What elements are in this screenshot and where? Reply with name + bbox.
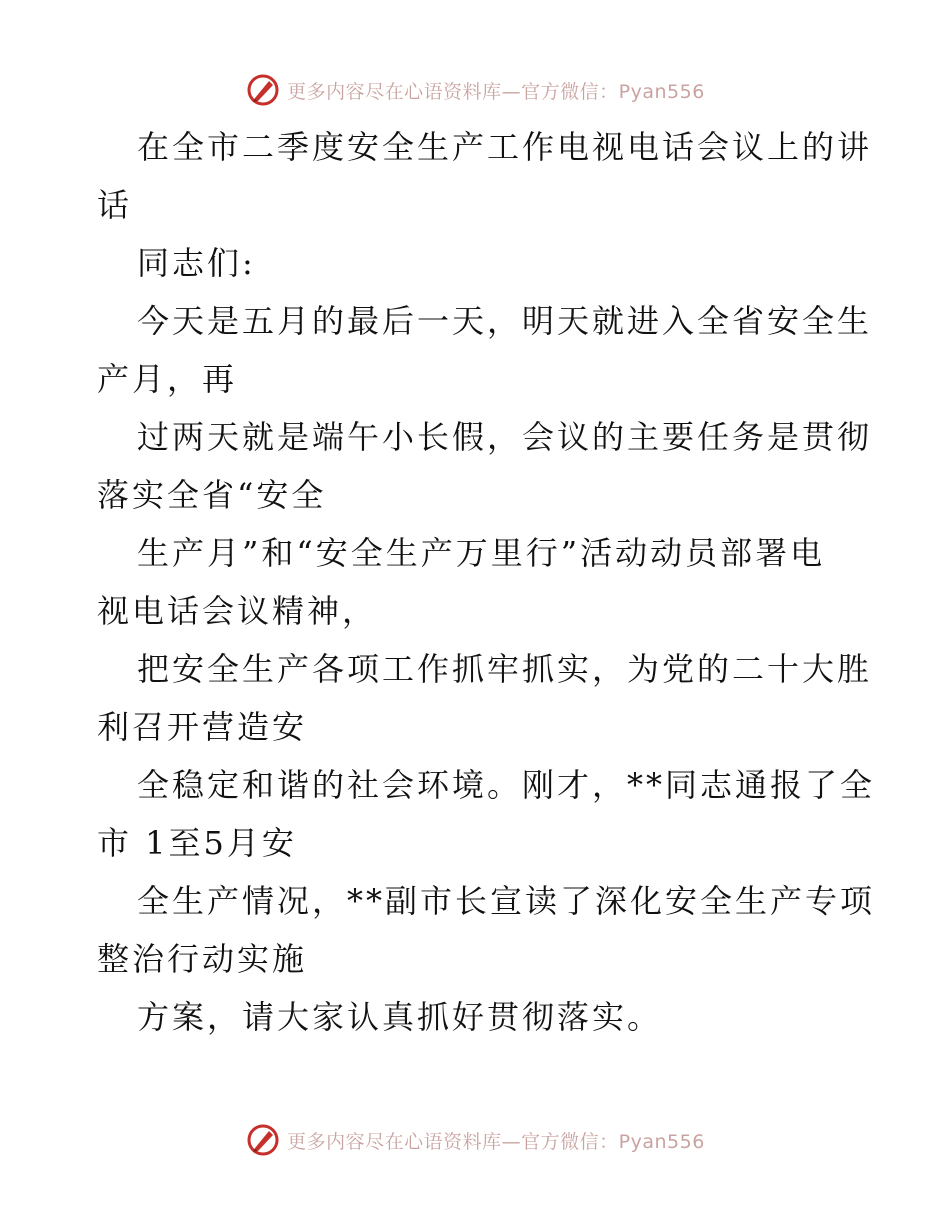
pen-nib-logo-icon	[245, 1122, 281, 1158]
footer-watermark	[0, 1120, 950, 1160]
text-line: 市 1至5月安	[97, 824, 297, 862]
text-line: 在全市二季度安全生产工作电视电话会议上的讲	[137, 128, 873, 166]
watermark-text: 更多内容尽在心语资料库—官方微信：Pyan556	[287, 80, 705, 103]
text-line: 全生产情况，**副市长宣读了深化安全生产专项	[137, 882, 876, 920]
text-line: 同志们:	[137, 244, 256, 282]
text-line: 视电话会议精神，	[97, 592, 378, 630]
text-line: 利召开营造安	[97, 708, 308, 746]
text-line: 整治行动实施	[97, 940, 308, 978]
document-body	[97, 118, 876, 1046]
text-line: 产月，再	[97, 360, 238, 398]
text-line: 把安全生产各项工作抓牢抓实，为党的二十大胜	[137, 650, 873, 688]
text-line: 话	[97, 186, 133, 224]
header-watermark	[0, 70, 950, 110]
text-line: 全稳定和谐的社会环境。刚才，**同志通报了全	[137, 766, 876, 804]
text-line: 方案，请大家认真抓好贯彻落实。	[137, 998, 663, 1036]
pen-nib-logo-icon	[245, 72, 281, 108]
text-line: 落实全省“安全	[97, 476, 327, 514]
text-line: 今天是五月的最后一天，明天就进入全省安全生	[137, 302, 873, 340]
text-line: 生产月”和“安全生产万里行”活动动员部署电	[137, 534, 826, 572]
watermark-text: 更多内容尽在心语资料库—官方微信：Pyan556	[287, 1130, 705, 1153]
text-line: 过两天就是端午小长假，会议的主要任务是贯彻	[137, 418, 873, 456]
